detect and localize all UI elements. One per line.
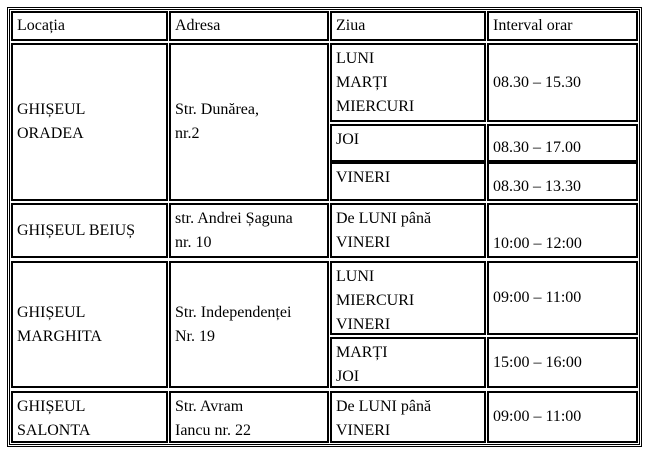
location-oradea [11,43,168,201]
address-text: Str. Avram Iancu nr. 22 [175,398,251,439]
header-location-label: Locația [17,17,65,34]
interval-text: 15:00 – 16:00 [493,353,582,371]
day-beius [330,203,486,258]
interval-text: 09:00 – 11:00 [493,408,582,425]
day-text: MARȚI JOI [336,344,388,385]
interval-oradea-2 [487,124,638,162]
header-location [11,11,168,41]
header-interval [487,11,638,41]
address-beius [169,203,329,258]
header-address-label: Adresa [175,17,221,34]
header-day [330,11,486,41]
day-text: De LUNI până VINERI [336,210,432,251]
header-address [169,11,329,41]
address-marghita [169,261,329,388]
interval-text: 09:00 – 11:00 [493,289,582,306]
interval-marghita-1 [487,261,638,335]
day-text: VINERI [336,169,391,186]
day-marghita-2 [330,337,486,388]
interval-oradea-3 [487,162,638,201]
location-text: GHIȘEUL ORADEA [17,101,86,142]
location-text: GHIȘEUL MARGHITA [17,303,102,345]
interval-salonta [487,391,638,443]
location-text: GHIȘEUL BEIUȘ [17,221,136,239]
address-oradea [169,43,329,201]
header-day-label: Ziua [336,17,366,34]
day-marghita-1 [330,261,486,335]
interval-text: 08.30 – 15.30 [493,73,581,91]
address-salonta [169,391,329,443]
day-text: LUNI MIERCURI VINERI [336,268,415,333]
interval-text: 08.30 – 13.30 [493,178,581,195]
location-beius [11,203,168,258]
address-text: str. Andrei Șaguna nr. 10 [175,210,293,251]
interval-text: 08.30 – 17.00 [493,139,581,156]
interval-oradea-1 [487,43,638,122]
day-salonta [330,391,486,443]
day-text: LUNI MARȚI MIERCURI [336,50,415,115]
address-text: Str. Independenței Nr. 19 [175,303,292,345]
day-text: JOI [336,131,360,148]
address-text: Str. Dunărea, nr.2 [175,101,259,142]
location-salonta [11,391,168,443]
day-oradea-2 [330,124,486,162]
location-marghita [11,261,168,388]
interval-beius [487,203,638,258]
location-text: GHIȘEUL SALONTA [17,398,91,439]
day-oradea-1 [330,43,486,122]
header-interval-label: Interval orar [493,17,573,34]
interval-text: 10:00 – 12:00 [493,235,582,252]
interval-marghita-2 [487,337,638,388]
day-text: De LUNI până VINERI [336,398,432,439]
day-oradea-3 [330,162,486,201]
